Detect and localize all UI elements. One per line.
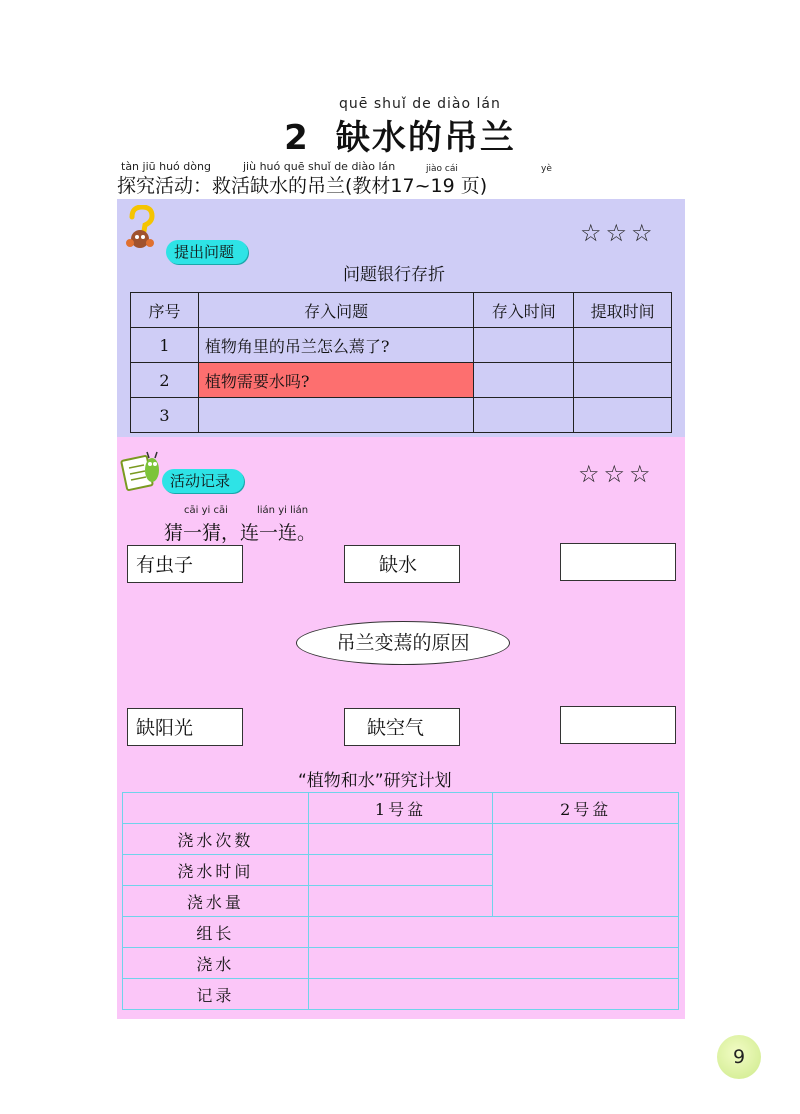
cause-box-lack-air[interactable]: 缺空气: [344, 708, 460, 746]
row-number: 2: [131, 363, 199, 398]
question-cell[interactable]: 植物角里的吊兰怎么蔫了?: [198, 328, 473, 363]
plan-row-label: 记录: [123, 979, 309, 1010]
plan-header-cell: 2号盆: [493, 793, 679, 824]
question-stars: ☆☆☆: [580, 219, 657, 247]
table-header-cell: 存入时间: [474, 293, 574, 328]
ask-question-tag: 提出问题: [166, 240, 248, 264]
cause-box-blank-bottom[interactable]: [560, 706, 676, 744]
cause-box-lack-water[interactable]: 缺水: [344, 545, 460, 583]
notebook-mascot-icon: [118, 448, 162, 492]
table-row: [131, 328, 672, 363]
guess-pinyin-1: cāi yi cāi: [184, 505, 228, 516]
table-row: [131, 398, 672, 433]
plan-cell[interactable]: [493, 824, 679, 917]
table-header-cell: 序号: [131, 293, 199, 328]
deposit-time-cell[interactable]: [474, 328, 574, 363]
plan-title: “植物和水”研究计划: [298, 771, 452, 791]
table-row: [123, 948, 679, 979]
activity-stars: ☆☆☆: [578, 460, 655, 488]
wilting-reason-oval: 吊兰变蔫的原因: [296, 621, 510, 665]
question-bank-title: 问题银行存折: [343, 265, 445, 285]
deposit-time-cell[interactable]: [474, 363, 574, 398]
table-row: [131, 363, 672, 398]
plan-cell[interactable]: [308, 824, 493, 855]
lesson-number: 2: [284, 118, 310, 158]
plan-cell[interactable]: [308, 979, 678, 1010]
subtitle-pinyin-4: yè: [541, 164, 552, 174]
plan-cell[interactable]: [308, 948, 678, 979]
withdraw-time-cell[interactable]: [574, 328, 672, 363]
plan-header-cell: 1号盆: [308, 793, 493, 824]
plan-cell[interactable]: [308, 886, 493, 917]
question-mascot-icon: [118, 205, 162, 249]
plan-row-label: 组长: [123, 917, 309, 948]
plan-row-label: 浇水: [123, 948, 309, 979]
row-number: 3: [131, 398, 199, 433]
question-cell[interactable]: [198, 398, 473, 433]
guess-instruction: 猜一猜，连一连。: [164, 522, 317, 544]
cause-box-insects[interactable]: 有虫子: [127, 545, 243, 583]
table-row: [123, 979, 679, 1010]
table-row: [123, 917, 679, 948]
plan-table: [122, 792, 679, 1010]
title-pinyin: quē shuǐ de diào lán: [339, 96, 501, 112]
plan-cell[interactable]: [308, 917, 678, 948]
table-header-row: [131, 293, 672, 328]
plan-row-label: 浇水次数: [123, 824, 309, 855]
deposit-time-cell[interactable]: [474, 398, 574, 433]
subtitle-pinyin-3: jiào cái: [426, 164, 458, 174]
table-header-cell: 提取时间: [574, 293, 672, 328]
plan-cell[interactable]: [308, 855, 493, 886]
guess-pinyin-2: lián yi lián: [257, 505, 309, 516]
cause-box-lack-sunlight[interactable]: 缺阳光: [127, 708, 243, 746]
activity-record-tag: 活动记录: [162, 469, 244, 493]
activity-subtitle: 探究活动：救活缺水的吊兰(教材17~19 页): [117, 175, 488, 197]
subtitle-pinyin-1: tàn jiū huó dòng: [121, 160, 211, 173]
lesson-title: 缺水的吊兰: [335, 118, 516, 158]
cause-box-blank-top[interactable]: [560, 543, 676, 581]
plan-header-row: [123, 793, 679, 824]
row-number: 1: [131, 328, 199, 363]
table-row: [123, 824, 679, 855]
page-title: [0, 110, 800, 159]
question-bank-table: [130, 292, 672, 433]
plan-row-label: 浇水量: [123, 886, 309, 917]
plan-header-cell: [123, 793, 309, 824]
table-header-cell: 存入问题: [198, 293, 473, 328]
withdraw-time-cell[interactable]: [574, 363, 672, 398]
question-cell-highlighted[interactable]: 植物需要水吗?: [198, 363, 473, 398]
withdraw-time-cell[interactable]: [574, 398, 672, 433]
page-number: 9: [717, 1035, 761, 1079]
subtitle-pinyin-2: jiù huó quē shuǐ de diào lán: [243, 160, 396, 173]
plan-row-label: 浇水时间: [123, 855, 309, 886]
